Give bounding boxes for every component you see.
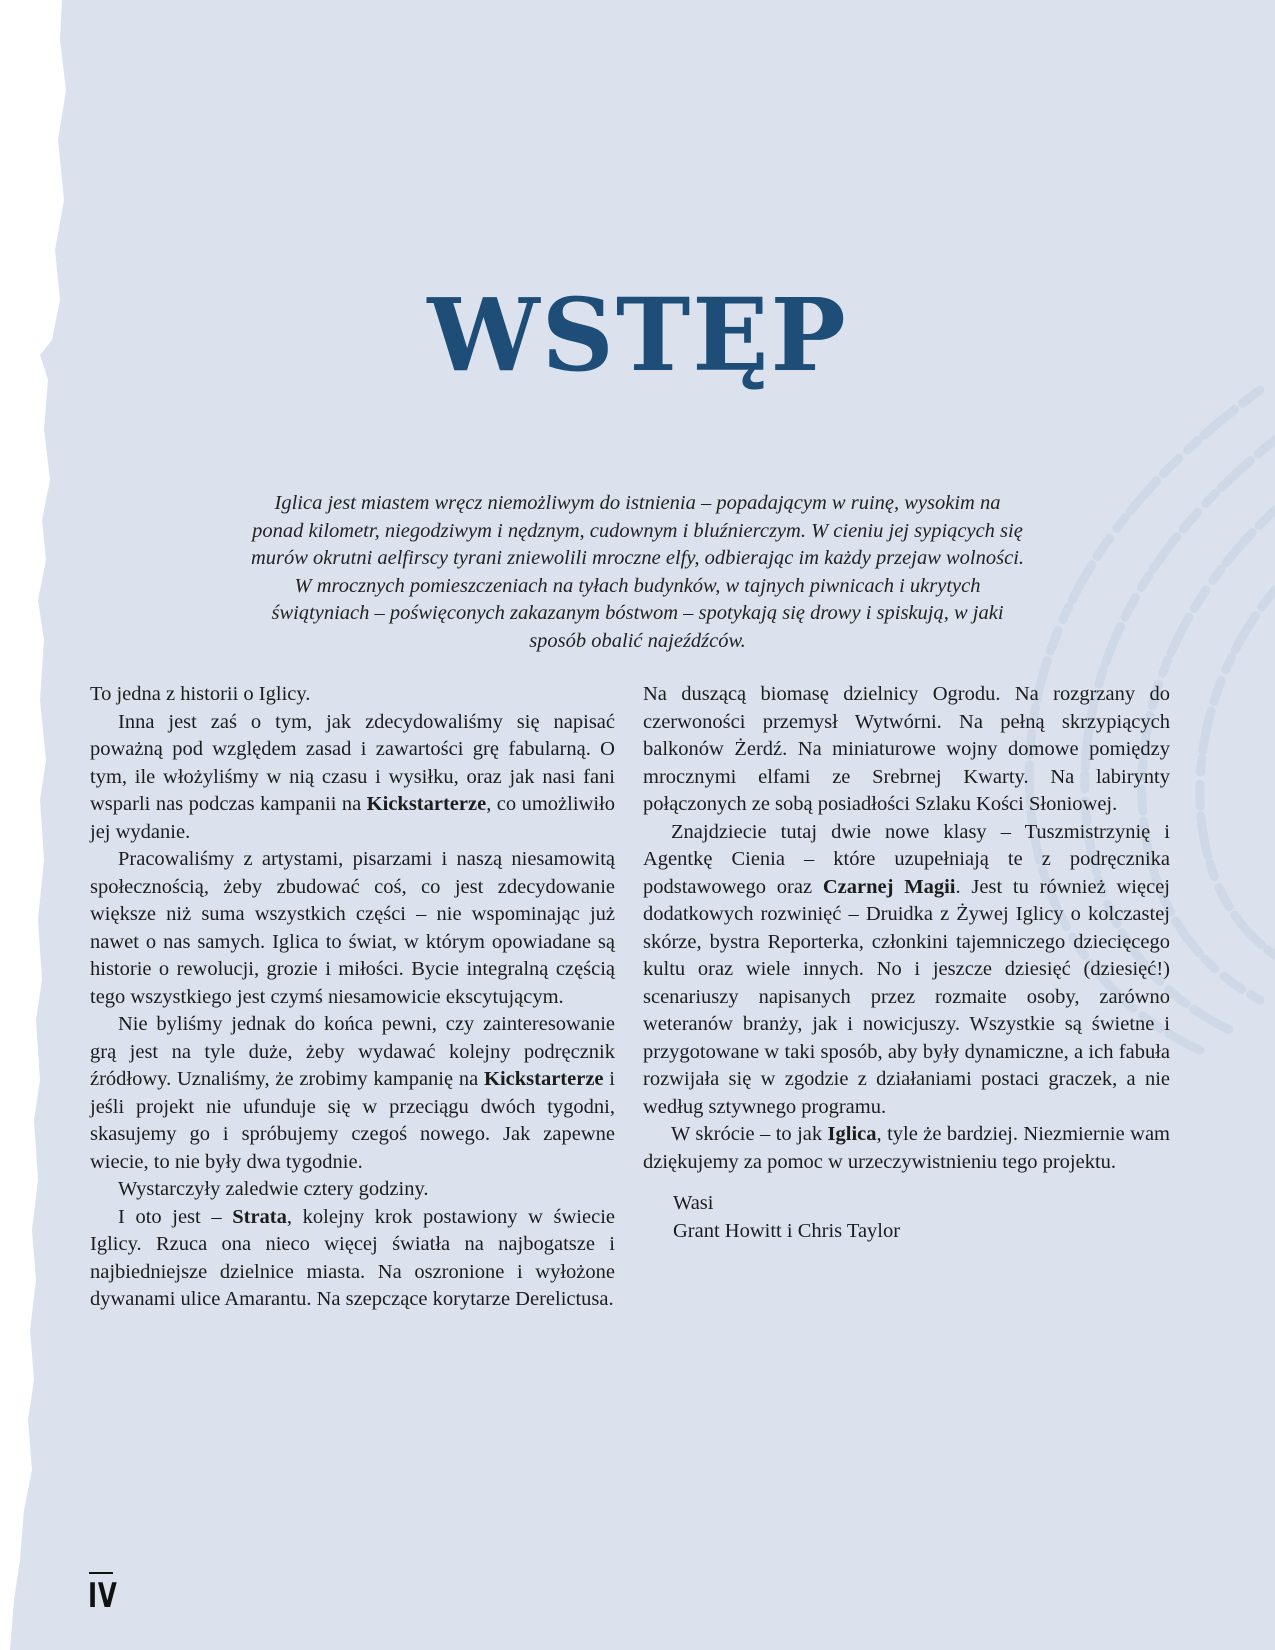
body-paragraph: Wystarczyły zaledwie cztery godziny. — [118, 1178, 429, 1200]
left-column — [90, 681, 615, 1314]
body-paragraph: I oto jest – Strata, kolejny krok postawiony w świecie Iglicy. Rzuca ona nieco więcej światła na najbogatsze i najbiedniejsze dzielnice miasta. Na oszronione i wyłożone dywanami ulice Amarantu. Na szepczące korytarze Derelictusa. — [90, 1205, 615, 1310]
body-paragraph: To jedna z historii o Iglicy. — [90, 683, 311, 705]
body-paragraph: Nie byliśmy jednak do końca pewni, czy zainteresowanie grą jest na tyle duże, żeby wydawać kolejny podręcznik źródłowy. Uznaliśmy, że zrobimy kampanię na Kickstarterze i jeśli projekt nie ufunduje się w przeciągu dwóch tygodni, skasujemy go i spróbujemy czegoś nowego. Jak zapewne wiecie, to nie były dwa tygodnie. — [90, 1013, 615, 1173]
body-paragraph: Znajdziecie tutaj dwie nowe klasy – Tuszmistrzynię i Agentkę Cienia – które uzupełniają te z podręcznika podstawowego oraz Czarnej Magii. Jest tu również więcej dodatkowych rozwinięć – Druidka z Żywej Iglicy o kolczastej skórze, bystra Reporterka, członkini tajemniczego dziecięcego kultu oraz wiele innych. No i jeszcze dziesięć (dziesięć!) scenariuszy napisanych przez rozmaite osoby, zarówno weteranów branży, jak i nowicjuszy. Wszystkie są świetne i przygotowane w taki sposób, aby były dynamiczne, a ich fabuła rozwijała się w zgodzie z działaniami postaci graczek, a nie według sztywnego programu. — [643, 820, 1170, 1118]
signature — [643, 1190, 1170, 1245]
body-paragraph: Inna jest zaś o tym, jak zdecydowaliśmy się napisać poważną pod względem zasad i zawartości grę fabularną. O tym, ile włożyliśmy w nią czasu i wysiłku, oraz jak nasi fani wsparli nas podczas kampanii na Kickstarterze, co umożliwiło jej wydanie. — [90, 710, 615, 843]
page-number-rule — [89, 1572, 113, 1574]
page-number: IV — [88, 1576, 118, 1616]
torn-paper-edge — [0, 0, 80, 1650]
intro-paragraph: Iglica jest miastem wręcz niemożliwym do istnienia – popadającym w ruinę, wysokim na ponad kilometr, niegodziwym i nędznym, cudownym i bluźnierczym. W cieniu jej sypiących się murów okrutni aelfirscy tyrani zniewolili mroczne elfy, odbierając im każdy przejaw wolności. W mrocznych pomieszczeniach na tyłach budynków, w tajnych piwnicach i ukrytych świątyniach – poświęconych zakazanym bóstwom – spotykają się drowy i spiskują, w jaki sposób obalić najeźdźców. — [250, 492, 1025, 652]
body-paragraph: Pracowaliśmy z artystami, pisarzami i naszą niesamowitą społecznością, żeby zbudować coś, co jest zdecydowanie większe niż suma wszystkich części – nie wspominając już nawet o nas samych. Iglica to świat, w którym opowiadane są historie o rewolucji, grozie i miłości. Bycie integralną częścią tego wszystkiego jest czymś niesamowicie ekscytującym. — [90, 848, 615, 1008]
body-paragraph: Na duszącą biomasę dzielnicy Ogrodu. Na rozgrzany do czerwoności przemysł Wytwórni. Na pełną skrzypiących balkonów Żerdź. Na miniaturowe wojny domowe pomiędzy mrocznymi elfami ze Srebrnej Kwarty. Na labirynty połączonych ze sobą posiadłości Szlaku Kości Słoniowej. — [643, 683, 1170, 815]
signature-salutation: Wasi — [673, 1192, 714, 1214]
body-paragraph: W skrócie – to jak Iglica, tyle że bardziej. Niezmiernie wam dziękujemy za pomoc w urzeczywistnieniu tego projektu. — [643, 1123, 1170, 1173]
right-column — [643, 681, 1170, 1245]
signature-authors: Grant Howitt i Chris Taylor — [673, 1219, 901, 1242]
page-title: WSTĘP — [427, 276, 848, 394]
